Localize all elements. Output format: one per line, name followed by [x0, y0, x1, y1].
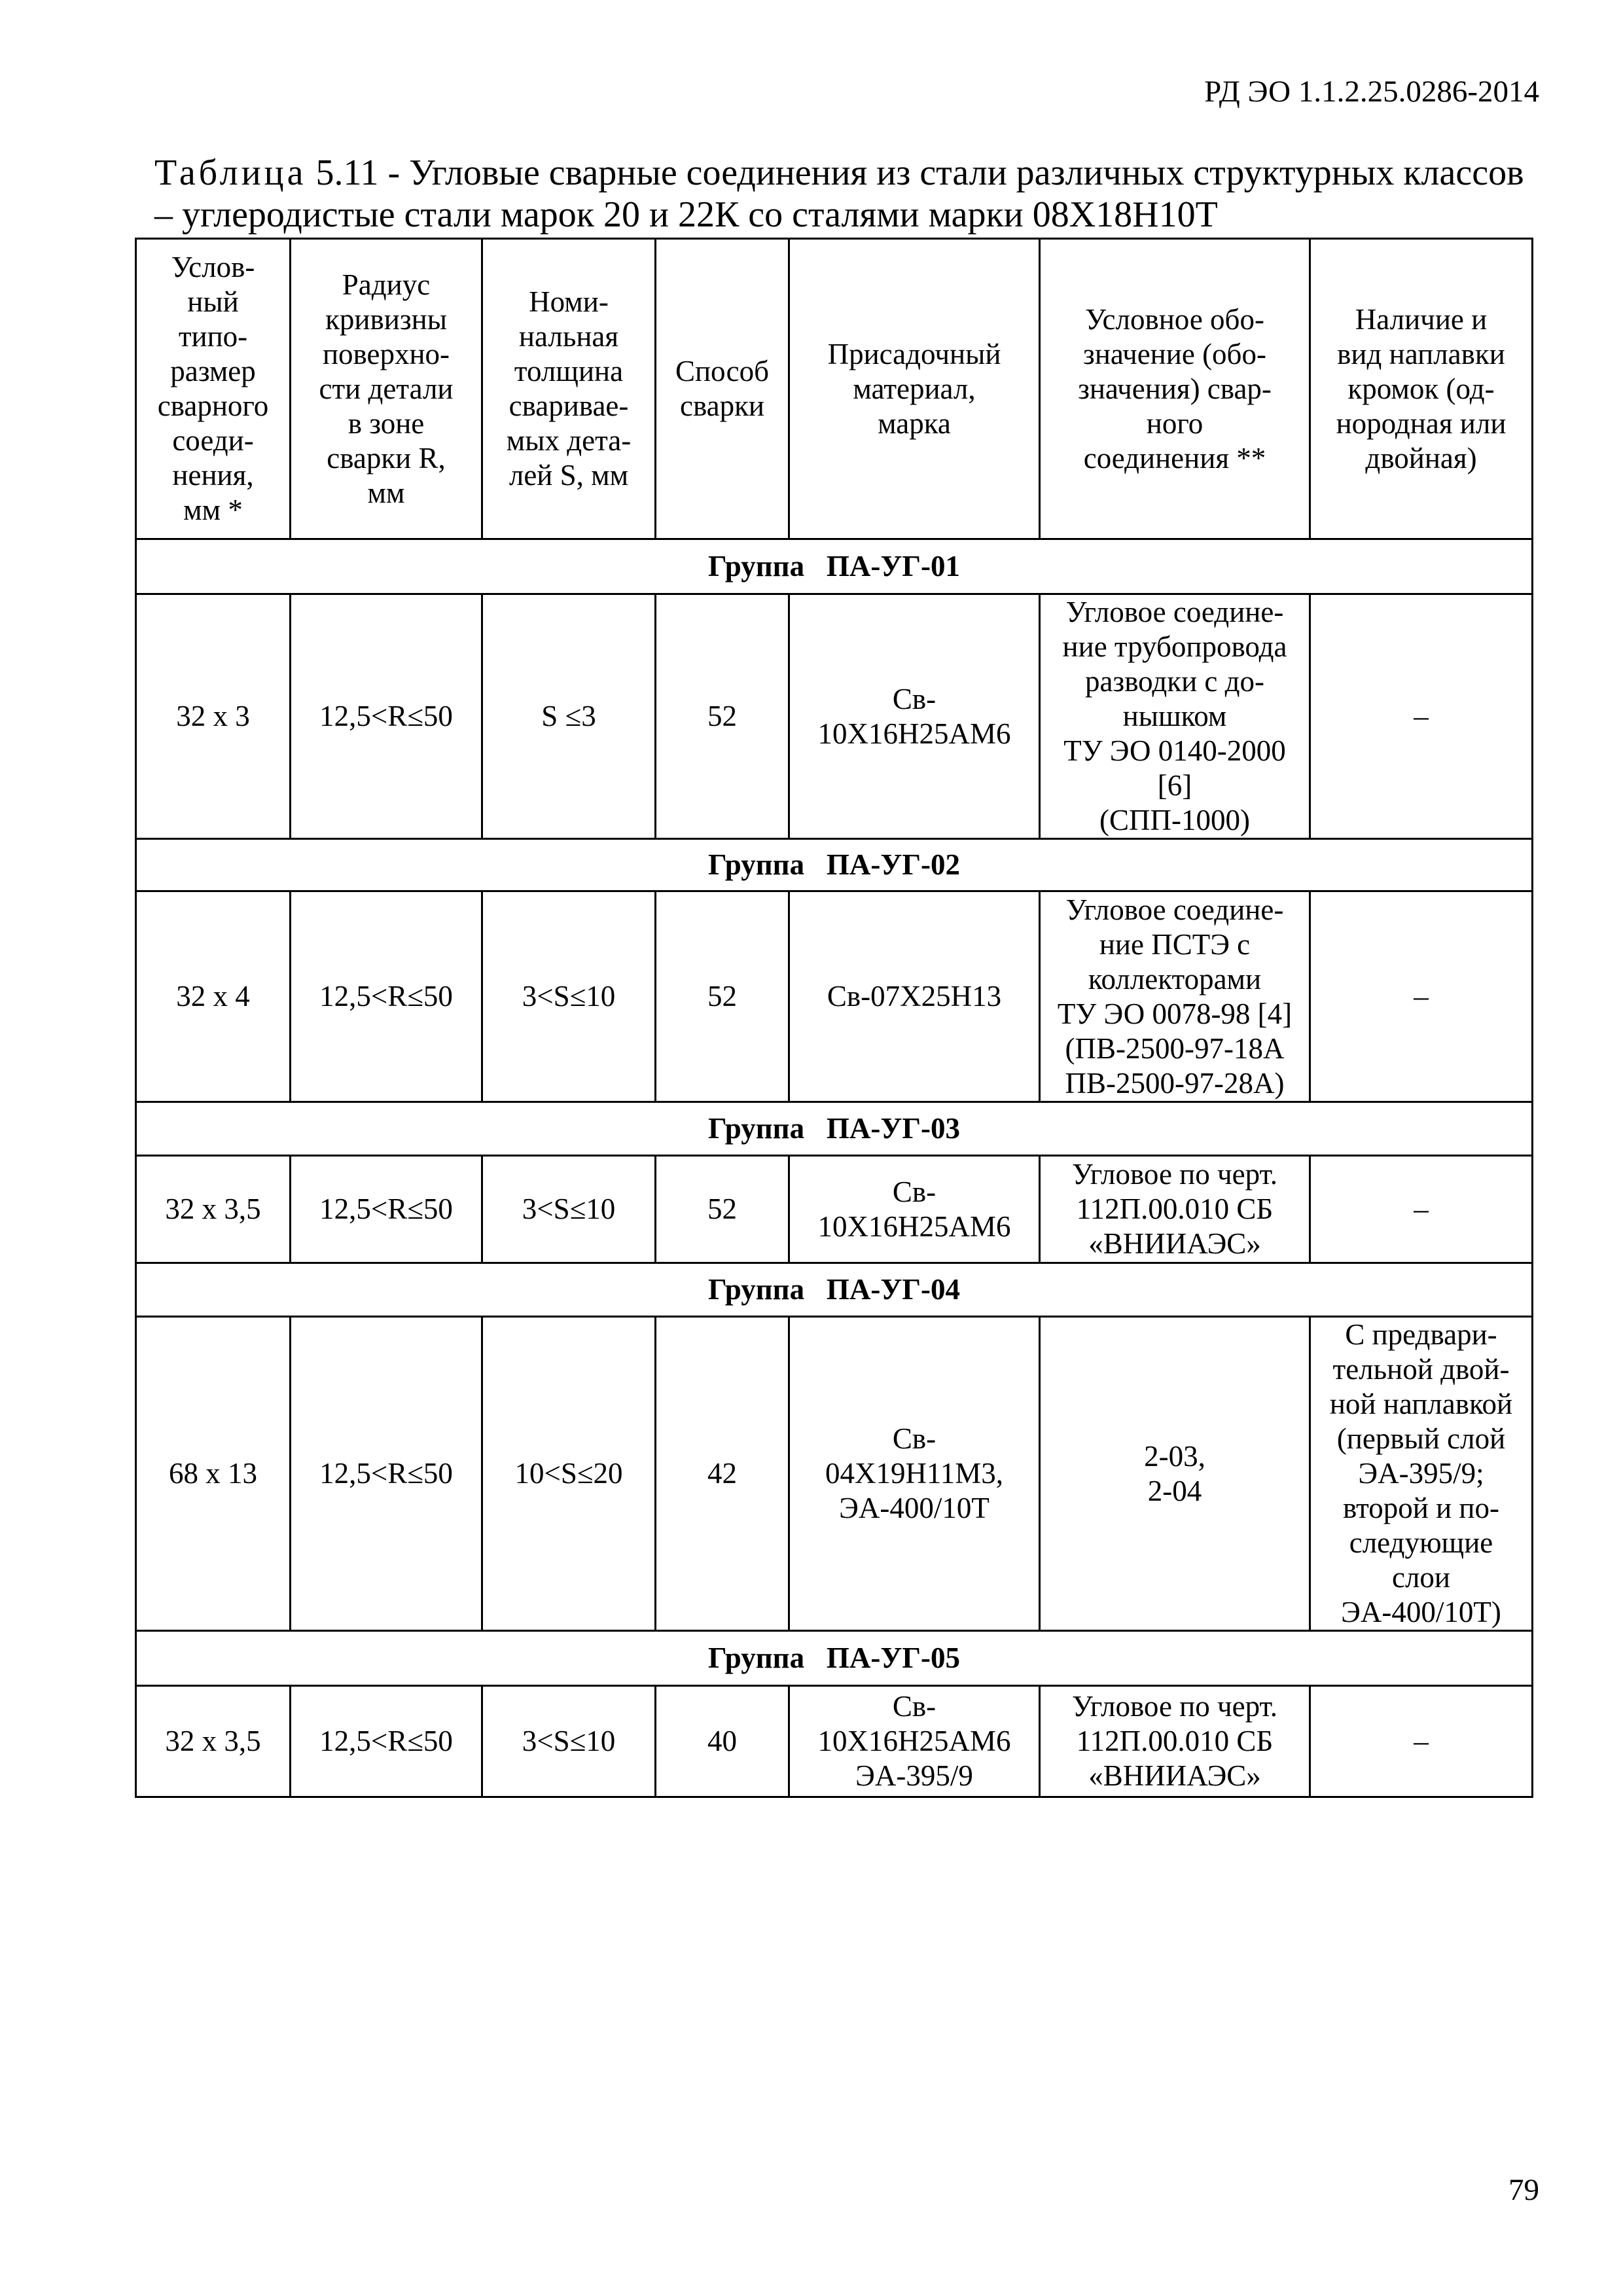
- cell-filler-material: Св-07Х25Н13: [789, 891, 1040, 1102]
- table-row: [136, 1156, 1533, 1263]
- cell-joint-designation: Угловое по черт. 112П.00.010 СБ «ВНИИАЭС»: [1040, 1156, 1310, 1263]
- cell-edge-cladding: –: [1310, 594, 1533, 839]
- col-header-size: Услов- ный типо- размер сварного соеди- нения, мм *: [136, 239, 291, 539]
- cell-edge-cladding: –: [1310, 1156, 1533, 1263]
- cell-filler-material: Св- 04Х19Н11М3, ЭА-400/10Т: [789, 1317, 1040, 1631]
- cell-size: 68 х 13: [136, 1317, 291, 1631]
- cell-welding-method: 42: [656, 1317, 789, 1631]
- cell-radius: 12,5<R≤50: [291, 594, 482, 839]
- group-row: [136, 1263, 1533, 1317]
- cell-thickness: 3<S≤10: [482, 1686, 656, 1797]
- group-title: Группа ПА-УГ-03: [136, 1102, 1533, 1156]
- cell-welding-method: 40: [656, 1686, 789, 1797]
- cell-edge-cladding: –: [1310, 891, 1533, 1102]
- cell-welding-method: 52: [656, 891, 789, 1102]
- cell-joint-designation: Угловое соедине- ние трубопровода разводки с до- нышком ТУ ЭО 0140-2000 [6] (СПП-1000): [1040, 594, 1310, 839]
- cell-radius: 12,5<R≤50: [291, 1156, 482, 1263]
- cell-size: 32 х 4: [136, 891, 291, 1102]
- col-header-welding-method: Способ сварки: [656, 239, 789, 539]
- cell-thickness: 3<S≤10: [482, 1156, 656, 1263]
- cell-joint-designation: Угловое по черт. 112П.00.010 СБ «ВНИИАЭС»: [1040, 1686, 1310, 1797]
- group-row: [136, 1631, 1533, 1686]
- table-caption: [154, 152, 1535, 236]
- cell-size: 32 х 3,5: [136, 1686, 291, 1797]
- cell-edge-cladding: С предвари- тельной двой- ной наплавкой (первый слой ЭА-395/9; второй и по- следующие слои ЭА-400/10Т): [1310, 1317, 1533, 1631]
- group-title: Группа ПА-УГ-02: [136, 839, 1533, 891]
- table-row: [136, 1317, 1533, 1631]
- table-caption-text: 5.11 - Угловые сварные соединения из стали различных структурных классов – углеродистые стали марок 20 и 22К со сталями марки 08Х18Н10Т: [154, 152, 1524, 235]
- table-caption-prefix: Таблица: [154, 152, 307, 193]
- welded-joints-table: [135, 238, 1533, 1798]
- col-header-edge-cladding: Наличие и вид наплавки кромок (од- нородная или двойная): [1310, 239, 1533, 539]
- group-title: Группа ПА-УГ-05: [136, 1631, 1533, 1686]
- table-row: [136, 1686, 1533, 1797]
- cell-edge-cladding: –: [1310, 1686, 1533, 1797]
- cell-filler-material: Св- 10Х16Н25АМ6: [789, 1156, 1040, 1263]
- group-row: [136, 839, 1533, 891]
- col-header-joint-designation: Условное обо- значение (обо- значения) свар- ного соединения **: [1040, 239, 1310, 539]
- table-row: [136, 594, 1533, 839]
- cell-thickness: 10<S≤20: [482, 1317, 656, 1631]
- group-row: [136, 539, 1533, 594]
- cell-filler-material: Св- 10Х16Н25АМ6 ЭА-395/9: [789, 1686, 1040, 1797]
- cell-thickness: 3<S≤10: [482, 891, 656, 1102]
- group-title: Группа ПА-УГ-04: [136, 1263, 1533, 1317]
- cell-joint-designation: 2-03, 2-04: [1040, 1317, 1310, 1631]
- cell-joint-designation: Угловое соедине- ние ПСТЭ с коллекторами ТУ ЭО 0078-98 [4] (ПВ-2500-97-18А ПВ-2500-97-28А): [1040, 891, 1310, 1102]
- cell-radius: 12,5<R≤50: [291, 1686, 482, 1797]
- cell-size: 32 х 3: [136, 594, 291, 839]
- page-number: 79: [1508, 2173, 1539, 2207]
- table-row: [136, 891, 1533, 1102]
- table-header-row: [136, 239, 1533, 539]
- cell-radius: 12,5<R≤50: [291, 891, 482, 1102]
- col-header-filler-material: Присадочный материал, марка: [789, 239, 1040, 539]
- cell-radius: 12,5<R≤50: [291, 1317, 482, 1631]
- cell-size: 32 х 3,5: [136, 1156, 291, 1263]
- group-row: [136, 1102, 1533, 1156]
- cell-filler-material: Св- 10Х16Н25АМ6: [789, 594, 1040, 839]
- group-title: Группа ПА-УГ-01: [136, 539, 1533, 594]
- cell-welding-method: 52: [656, 1156, 789, 1263]
- document-code: РД ЭО 1.1.2.25.0286-2014: [1204, 75, 1539, 109]
- cell-welding-method: 52: [656, 594, 789, 839]
- cell-thickness: S ≤3: [482, 594, 656, 839]
- col-header-thickness: Номи- нальная толщина сваривае- мых дета- лей S, мм: [482, 239, 656, 539]
- col-header-radius: Радиус кривизны поверхно- сти детали в зоне сварки R, мм: [291, 239, 482, 539]
